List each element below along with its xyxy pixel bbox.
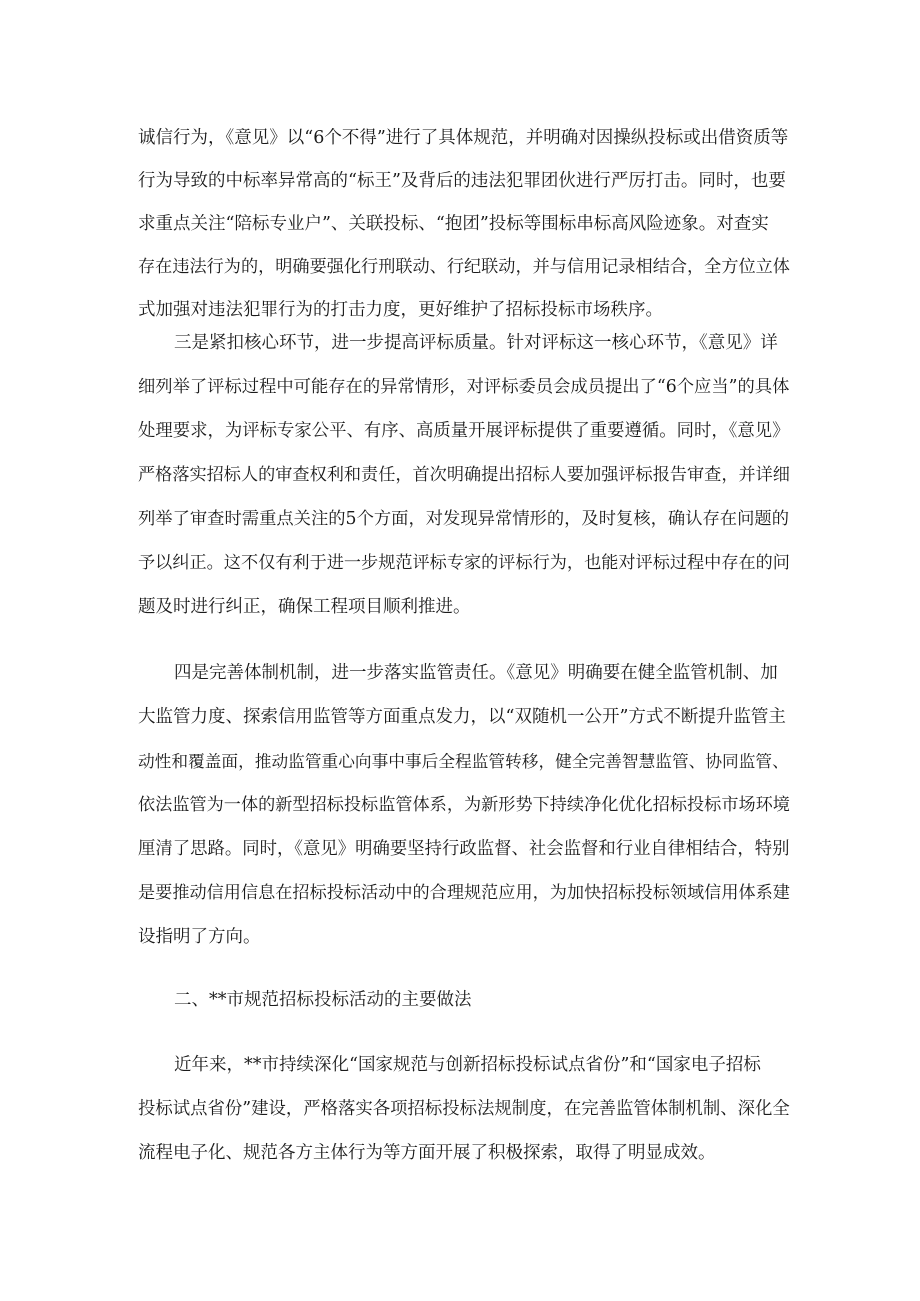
text-line: 细列举了评标过程中可能存在的异常情形，对评标委员会成员提出了“6个应当”的具体 xyxy=(138,377,790,397)
text-line: 处理要求，为评标专家公平、有序、高质量开展评标提供了重要遵循。同时，《意见》 xyxy=(138,421,790,441)
text-line: 设指明了方向。 xyxy=(138,927,261,947)
text-line: 大监管力度、探索信用监管等方面重点发力，以“双随机一公开”方式不断提升监管主 xyxy=(138,707,786,727)
text-line: 厘清了思路。同时，《意见》明确要坚持行政监督、社会监督和行业自律相结合，特别 xyxy=(138,839,790,859)
text-line: 求重点关注“陪标专业户”、关联投标、“抱团”投标等围标串标高风险迹象。对查实 xyxy=(138,214,769,234)
text-line: 严格落实招标人的审查权利和责任，首次明确提出招标人要加强评标报告审查，并详细 xyxy=(138,465,790,485)
text-line: 流程电子化、规范各方主体行为等方面开展了积极探索，取得了明显成效。 xyxy=(138,1143,716,1163)
heading-text: 二、**市规范招标投标活动的主要做法 xyxy=(174,990,472,1010)
text-line: 投标试点省份”建设，严格落实各项招标投标法规制度，在完善监管体制机制、深化全 xyxy=(138,1099,790,1119)
text-line: 四是完善体制机制，进一步落实监管责任。《意见》明确要在健全监管机制、加 xyxy=(174,663,778,683)
text-line: 存在违法行为的，明确要强化行刑联动、行纪联动，并与信用记录相结合，全方位立体 xyxy=(138,257,790,277)
text-line: 列举了审查时需重点关注的5个方面，对发现异常情形的，及时复核，确认存在问题的 xyxy=(138,509,789,529)
text-line: 依法监管为一体的新型招标投标监管体系，为新形势下持续净化优化招标投标市场环境 xyxy=(138,795,790,815)
text-line: 动性和覆盖面，推动监管重心向事中事后全程监管转移，健全完善智慧监管、协同监管、 xyxy=(138,751,789,771)
text-line: 是要推动信用信息在招标投标活动中的合理规范应用，为加快招标投标领域信用体系建 xyxy=(138,883,790,903)
text-line: 式加强对违法犯罪行为的打击力度，更好维护了招标投标市场秩序。 xyxy=(138,300,663,320)
text-line: 三是紧扣核心环节，进一步提高评标质量。针对评标这一核心环节，《意见》详 xyxy=(174,333,778,353)
text-line: 予以纠正。这不仅有利于进一步规范评标专家的评标行为，也能对评标过程中存在的问 xyxy=(138,553,790,573)
text-line: 行为导致的中标率异常高的“标王”及背后的违法犯罪团伙进行严厉打击。同时，也要 xyxy=(138,171,786,191)
text-line: 近年来，**市持续深化“国家规范与创新招标投标试点省份”和“国家电子招标 xyxy=(174,1055,761,1075)
text-line: 题及时进行纠正，确保工程项目顺利推进。 xyxy=(138,597,471,617)
text-line: 诚信行为，《意见》以“6个不得”进行了具体规范，并明确对因操纵投标或出借资质等 xyxy=(138,128,789,148)
